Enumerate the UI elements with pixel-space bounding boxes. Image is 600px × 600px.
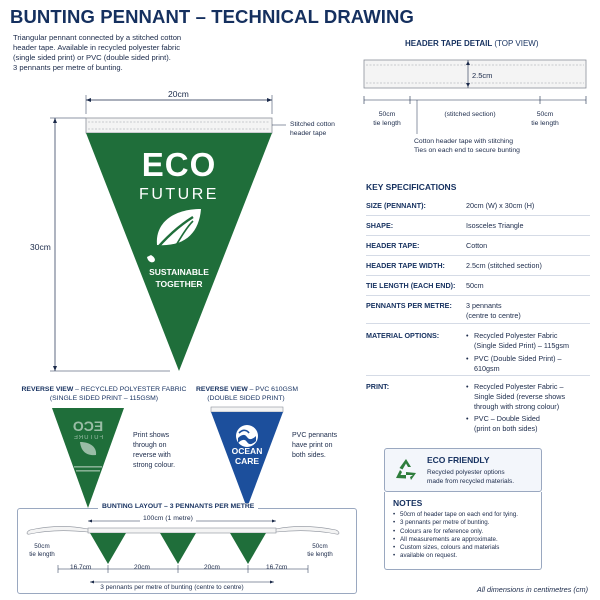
stitched-section-label: (stitched section) — [444, 111, 496, 118]
arrow-left-icon — [86, 98, 91, 102]
gap-label: 20cm — [204, 564, 220, 571]
notes-box — [384, 492, 542, 570]
gap-label: 16.7cm — [70, 564, 92, 571]
intro-line: Triangular pennant connected by a stitched cotton — [13, 33, 182, 42]
left-tie — [27, 526, 88, 534]
arrow-right-icon — [267, 98, 272, 102]
wave-logo-icon — [236, 425, 258, 447]
layout-title: BUNTING LAYOUT – 3 PENNANTS PER METRE — [98, 503, 258, 510]
layout-left-tie-label: 50cm tie length — [29, 543, 55, 558]
reverse-future-text: FUTURE — [72, 435, 104, 441]
spec-row — [366, 216, 590, 236]
right-tie-label: 50cm tie length — [531, 111, 559, 127]
reverse-fabric-title: REVERSE VIEW – RECYCLED POLYESTER FABRIC (SINGLE SIDED PRINT – 115GSM) — [21, 386, 187, 402]
spec-key: PENNANTS PER METRE: — [366, 301, 452, 310]
header-tape — [86, 118, 272, 133]
arrow-right-icon — [270, 581, 274, 584]
right-tie — [276, 526, 339, 534]
spec-key: PRINT: — [366, 382, 390, 391]
list-item: • PVC (Double Sided Print) – 610gsm — [466, 354, 569, 374]
spec-key: SHAPE: — [366, 221, 394, 230]
height-label: 30cm — [30, 242, 51, 252]
spec-key: MATERIAL OPTIONS: — [366, 331, 440, 340]
arrow-left-icon — [88, 520, 92, 523]
reverse-eco-text: ECO — [72, 418, 104, 434]
intro-line: 3 pennants per metre of bunting. — [13, 63, 123, 72]
tape-height-label: 2.5cm — [472, 71, 493, 80]
eco-text: Recycled polyester options made from recycled materials. — [427, 469, 515, 485]
header-detail-title: HEADER TAPE DETAIL (TOP VIEW) — [405, 39, 539, 48]
list-item: • Recycled Polyester Fabric (Single Sided Print) – 115gsm — [466, 331, 569, 351]
page-title: BUNTING PENNANT – TECHNICAL DRAWING — [10, 6, 414, 27]
list-item: • All measurements are approximate. — [393, 536, 518, 544]
spec-key: HEADER TAPE WIDTH: — [366, 261, 445, 270]
spec-row — [366, 276, 590, 296]
arrow-down-icon — [53, 366, 57, 371]
spec-value: Isosceles Triangle — [466, 221, 524, 230]
footer-note: All dimensions in centimetres (cm) — [476, 585, 588, 594]
spec-value: 20cm (W) x 30cm (H) — [466, 201, 535, 210]
list-item: • PVC – Double Sided (print on both sides) — [466, 414, 565, 434]
pennant-text-eco: ECO — [141, 146, 217, 183]
care-text: CARE — [234, 456, 260, 466]
layout-pennant — [90, 533, 126, 564]
layout-bottom-label: 3 pennants per metre of bunting (centre to centre) — [82, 584, 262, 591]
spec-row — [366, 197, 590, 216]
pennant-text-future: FUTURE — [139, 186, 219, 203]
reverse-pvc-title: REVERSE VIEW – PVC 610GSM (DOUBLE SIDED PRINT) — [196, 386, 298, 402]
left-tie-label: 50cm tie length — [373, 111, 401, 127]
list-item: • 50cm of header tape on each end for tying. — [393, 511, 518, 519]
spec-value: 3 pennants (centre to centre) — [466, 301, 521, 320]
ocean-text: OCEAN — [231, 446, 263, 456]
notes-title: NOTES — [393, 498, 423, 508]
list-item: • 3 pennants per metre of bunting. — [393, 519, 518, 527]
metre-label: 100cm (1 metre) — [140, 515, 196, 522]
reverse-fabric-note: Print shows through on reverse with strong colour. — [133, 432, 176, 469]
spec-key: HEADER TAPE: — [366, 241, 420, 250]
tape-note: Stitched cotton header tape — [290, 121, 335, 137]
spec-value: Cotton — [466, 241, 488, 250]
intro-line: header tape. Available in recycled polyester fabric — [13, 43, 181, 52]
intro-text — [13, 33, 243, 73]
width-label: 20cm — [168, 89, 189, 99]
gap-label: 20cm — [134, 564, 150, 571]
spec-row — [366, 296, 590, 324]
arrow-right-icon — [272, 520, 276, 523]
spec-row — [366, 236, 590, 256]
layout-pennant — [230, 533, 266, 564]
spec-value: 2.5cm (stitched section) — [466, 261, 542, 270]
eco-friendly-box — [384, 448, 542, 492]
list-item: • available on request. — [393, 552, 518, 560]
spec-row — [366, 256, 590, 276]
spec-value — [466, 331, 569, 374]
spec-value — [466, 382, 565, 434]
spec-row — [366, 376, 590, 440]
pennant-text-together: TOGETHER — [155, 279, 203, 289]
list-item: • Custom sizes, colours and materials — [393, 544, 518, 552]
spec-key: SIZE (PENNANT): — [366, 201, 426, 210]
recycle-icon — [393, 457, 419, 483]
list-item: • Colours are for reference only. — [393, 528, 518, 536]
arrow-up-icon — [53, 118, 57, 123]
header-tape-note: Cotton header tape with stitching Ties on each end to secure bunting — [414, 138, 520, 154]
spec-key: TIE LENGTH (EACH END): — [366, 281, 456, 290]
specs-title: KEY SPECIFICATIONS — [366, 182, 457, 192]
layout-pennant — [160, 533, 196, 564]
layout-right-tie-label: 50cm tie length — [307, 543, 333, 558]
list-item: • Recycled Polyester Fabric – Single Sided (reverse shows through with strong colour) — [466, 382, 565, 412]
notes-list — [393, 511, 518, 561]
spec-value: 50cm — [466, 281, 484, 290]
spec-row — [366, 324, 590, 376]
eco-title: ECO FRIENDLY — [427, 455, 490, 465]
header-tape — [211, 407, 283, 412]
header-tape — [88, 528, 276, 533]
gap-label: 16.7cm — [266, 564, 288, 571]
intro-line: (single sided print) or PVC (double sided print). — [13, 53, 171, 62]
pennant-text-sustainable: SUSTAINABLE — [149, 267, 209, 277]
reverse-pvc-note: PVC pennants have print on both sides. — [292, 432, 338, 459]
